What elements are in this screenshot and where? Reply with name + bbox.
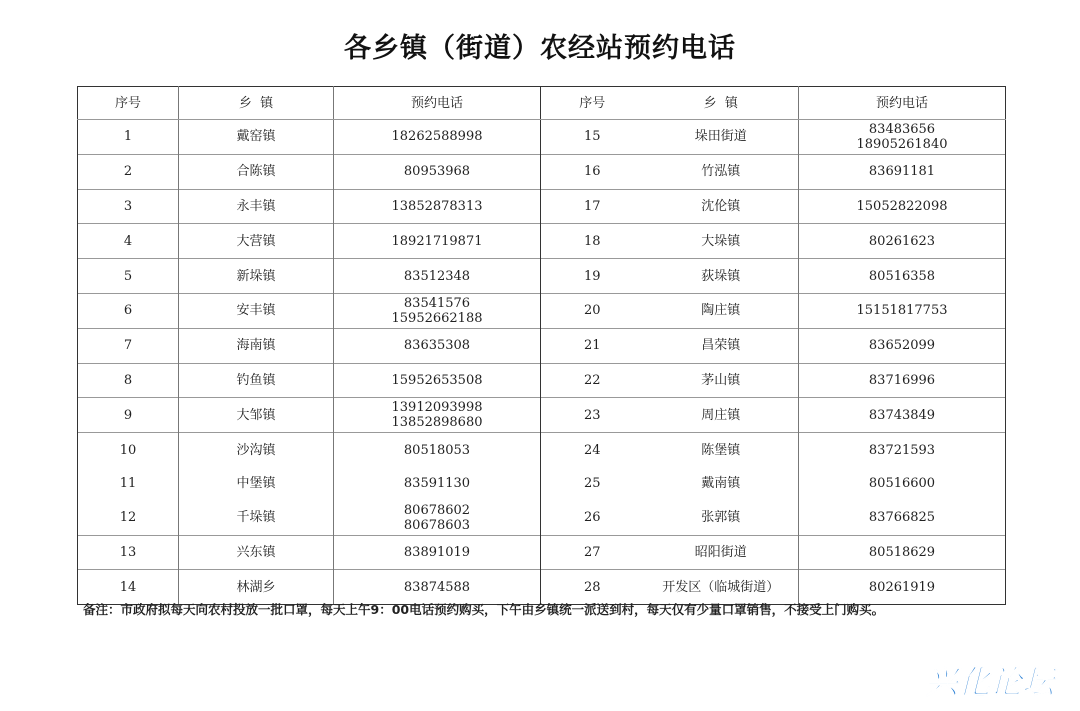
- town-cell-left: 钓鱼镇: [179, 363, 334, 398]
- town-cell-right: 昌荣镇: [644, 328, 799, 363]
- phone-number: 18921719871: [391, 233, 483, 249]
- table-row: [78, 328, 1006, 363]
- town-cell-left: 安丰镇: [179, 293, 334, 328]
- footnote: 备注：市政府拟每天向农村投放一批口罩，每天上午9：00电话预约购买，下午由乡镇统一派送到村，每天仅有少量口罩销售，不接受上门购买。: [83, 602, 885, 617]
- phone-number-secondary: 13852898680: [391, 415, 483, 431]
- phone-number: 83721593: [868, 442, 936, 458]
- phone-number: 83766825: [868, 510, 936, 526]
- town-cell-right: 开发区（临城街道）: [644, 570, 799, 605]
- watermark-text: 兴化论坛: [925, 663, 1055, 701]
- table-row: [78, 398, 1006, 433]
- seq-cell-left: 4: [78, 224, 179, 259]
- phone-cell-right: [799, 189, 1006, 224]
- phone-cell-left: [334, 467, 541, 501]
- phone-number: 83635308: [403, 338, 471, 354]
- phone-cell-left: [334, 363, 541, 398]
- phone-cell-left: [334, 535, 541, 570]
- phone-number-secondary: 80678603: [403, 517, 471, 533]
- phone-number-secondary: 18905261840: [856, 136, 948, 152]
- phone-cell-right: [799, 398, 1006, 433]
- phone-cell-left: [334, 189, 541, 224]
- phone-cell-left: [334, 433, 541, 467]
- seq-cell-right: 19: [541, 259, 644, 294]
- phone-number: 83891019: [403, 544, 471, 560]
- seq-cell-right: 20: [541, 293, 644, 328]
- phone-number-secondary: 15952662188: [391, 310, 483, 326]
- seq-cell-right: 17: [541, 189, 644, 224]
- phone-cell-right: [799, 154, 1006, 189]
- seq-cell-left: 7: [78, 328, 179, 363]
- phone-number: 80261919: [868, 579, 936, 595]
- seq-cell-right: 18: [541, 224, 644, 259]
- table-row: [78, 120, 1006, 155]
- header-phone-right: 预约电话: [799, 87, 1006, 120]
- seq-cell-left: 1: [78, 120, 179, 155]
- phone-number: 83591130: [403, 476, 471, 492]
- town-cell-right: 沈伦镇: [644, 189, 799, 224]
- town-cell-right: 竹泓镇: [644, 154, 799, 189]
- seq-cell-left: 11: [78, 467, 179, 501]
- phone-number: 80518629: [868, 544, 936, 560]
- phone-cell-right: [799, 363, 1006, 398]
- page-title: 各乡镇（街道）农经站预约电话: [344, 33, 736, 64]
- town-cell-right: 大垛镇: [644, 224, 799, 259]
- phone-cell-left: [334, 501, 541, 535]
- town-cell-left: 中堡镇: [179, 467, 334, 501]
- seq-cell-right: 22: [541, 363, 644, 398]
- town-cell-left: 林湖乡: [179, 570, 334, 605]
- phone-cell-left: [334, 120, 541, 155]
- seq-cell-left: 10: [78, 433, 179, 467]
- table-row: [78, 467, 1006, 501]
- phone-number: 80261623: [868, 233, 936, 249]
- town-cell-right: 戴南镇: [644, 467, 799, 501]
- phone-number: 83874588: [403, 579, 471, 595]
- town-cell-right: 荻垛镇: [644, 259, 799, 294]
- town-cell-right: 周庄镇: [644, 398, 799, 433]
- table-header-row: [78, 87, 1006, 120]
- phone-number: 83512348: [403, 268, 471, 284]
- town-cell-left: 海南镇: [179, 328, 334, 363]
- phone-number: 18262588998: [391, 129, 483, 145]
- town-cell-left: 戴窑镇: [179, 120, 334, 155]
- phone-number: 15151817753: [856, 303, 948, 319]
- town-cell-right: 陈堡镇: [644, 433, 799, 467]
- phone-number: 13912093998: [391, 400, 483, 416]
- phone-cell-left: [334, 398, 541, 433]
- seq-cell-left: 12: [78, 501, 179, 535]
- table-body: [78, 120, 1006, 605]
- town-cell-left: 兴东镇: [179, 535, 334, 570]
- phone-number: 80678602: [403, 502, 471, 518]
- town-cell-left: 千垛镇: [179, 501, 334, 535]
- phone-cell-left: [334, 259, 541, 294]
- phone-number: 83743849: [868, 407, 936, 423]
- header-seq-left: 序号: [78, 87, 179, 120]
- phone-cell-right: [799, 259, 1006, 294]
- phone-cell-left: [334, 154, 541, 189]
- town-cell-right: 昭阳街道: [644, 535, 799, 570]
- table-row: [78, 363, 1006, 398]
- phone-number: 80516358: [868, 268, 936, 284]
- seq-cell-right: 25: [583, 476, 601, 492]
- phone-number: 83716996: [868, 372, 936, 388]
- seq-cell-right: 21: [541, 328, 644, 363]
- phone-cell-right: [799, 224, 1006, 259]
- seq-cell-left: 8: [78, 363, 179, 398]
- seq-cell-left: 5: [78, 259, 179, 294]
- phone-cell-left: [334, 224, 541, 259]
- table-row: [78, 501, 1006, 535]
- forum-watermark-logo: [910, 659, 1070, 703]
- phone-cell-right: [799, 501, 1006, 535]
- phone-number: 83691181: [868, 164, 936, 180]
- town-cell-left: 沙沟镇: [179, 433, 334, 467]
- phone-cell-left: [334, 293, 541, 328]
- phone-number: 83652099: [868, 338, 936, 354]
- phone-number: 80518053: [403, 442, 471, 458]
- table-row: [78, 224, 1006, 259]
- seq-cell-right: 24: [541, 433, 644, 467]
- seq-cell-left: 6: [78, 293, 179, 328]
- town-cell-right: 陶庄镇: [644, 293, 799, 328]
- town-cell-right: 茅山镇: [644, 363, 799, 398]
- header-town-right: 乡 镇: [644, 87, 799, 120]
- seq-cell-left: 9: [78, 398, 179, 433]
- phone-cell-right: [799, 120, 1006, 155]
- town-cell-left: 永丰镇: [179, 189, 334, 224]
- phone-number: 15952653508: [391, 372, 483, 388]
- phone-number: 13852878313: [391, 198, 483, 214]
- table-row: [78, 293, 1006, 328]
- phone-cell-right: [799, 535, 1006, 570]
- seq-cell-right: 23: [541, 398, 644, 433]
- phone-number: 80516600: [868, 476, 936, 492]
- town-cell-left: 大邹镇: [179, 398, 334, 433]
- phone-cell-right: [799, 328, 1006, 363]
- phone-cell-left: [334, 328, 541, 363]
- table-row: [78, 433, 1006, 467]
- phone-cell-right: [799, 433, 1006, 467]
- phone-table: [77, 86, 1006, 605]
- phone-cell-right: [799, 467, 1006, 501]
- seq-cell-right: 27: [541, 535, 644, 570]
- header-phone-left: 预约电话: [334, 87, 541, 120]
- town-cell-right: 张郭镇: [644, 501, 799, 535]
- phone-number: 80953968: [403, 164, 471, 180]
- seq-cell-left: 13: [78, 535, 179, 570]
- seq-cell-right: 28: [541, 570, 644, 605]
- table-row: [78, 535, 1006, 570]
- phone-number: 83541576: [403, 295, 471, 311]
- phone-number: 15052822098: [856, 198, 948, 214]
- table-row: [78, 259, 1006, 294]
- town-cell-left: 新垛镇: [179, 259, 334, 294]
- phone-number: 83483656: [868, 121, 936, 137]
- seq-cell-right: 16: [541, 154, 644, 189]
- header-town-left: 乡 镇: [179, 87, 334, 120]
- table-row: [78, 154, 1006, 189]
- phone-cell-right: [799, 293, 1006, 328]
- town-cell-right: 垛田街道: [644, 120, 799, 155]
- table-row: [78, 189, 1006, 224]
- town-cell-left: 合陈镇: [179, 154, 334, 189]
- seq-cell-right: 26: [583, 510, 601, 526]
- seq-cell-left: 14: [78, 570, 179, 605]
- seq-cell-right: 15: [541, 120, 644, 155]
- town-cell-left: 大营镇: [179, 224, 334, 259]
- seq-cell-left: 2: [78, 154, 179, 189]
- header-seq-right: 序号: [541, 87, 644, 120]
- seq-cell-left: 3: [78, 189, 179, 224]
